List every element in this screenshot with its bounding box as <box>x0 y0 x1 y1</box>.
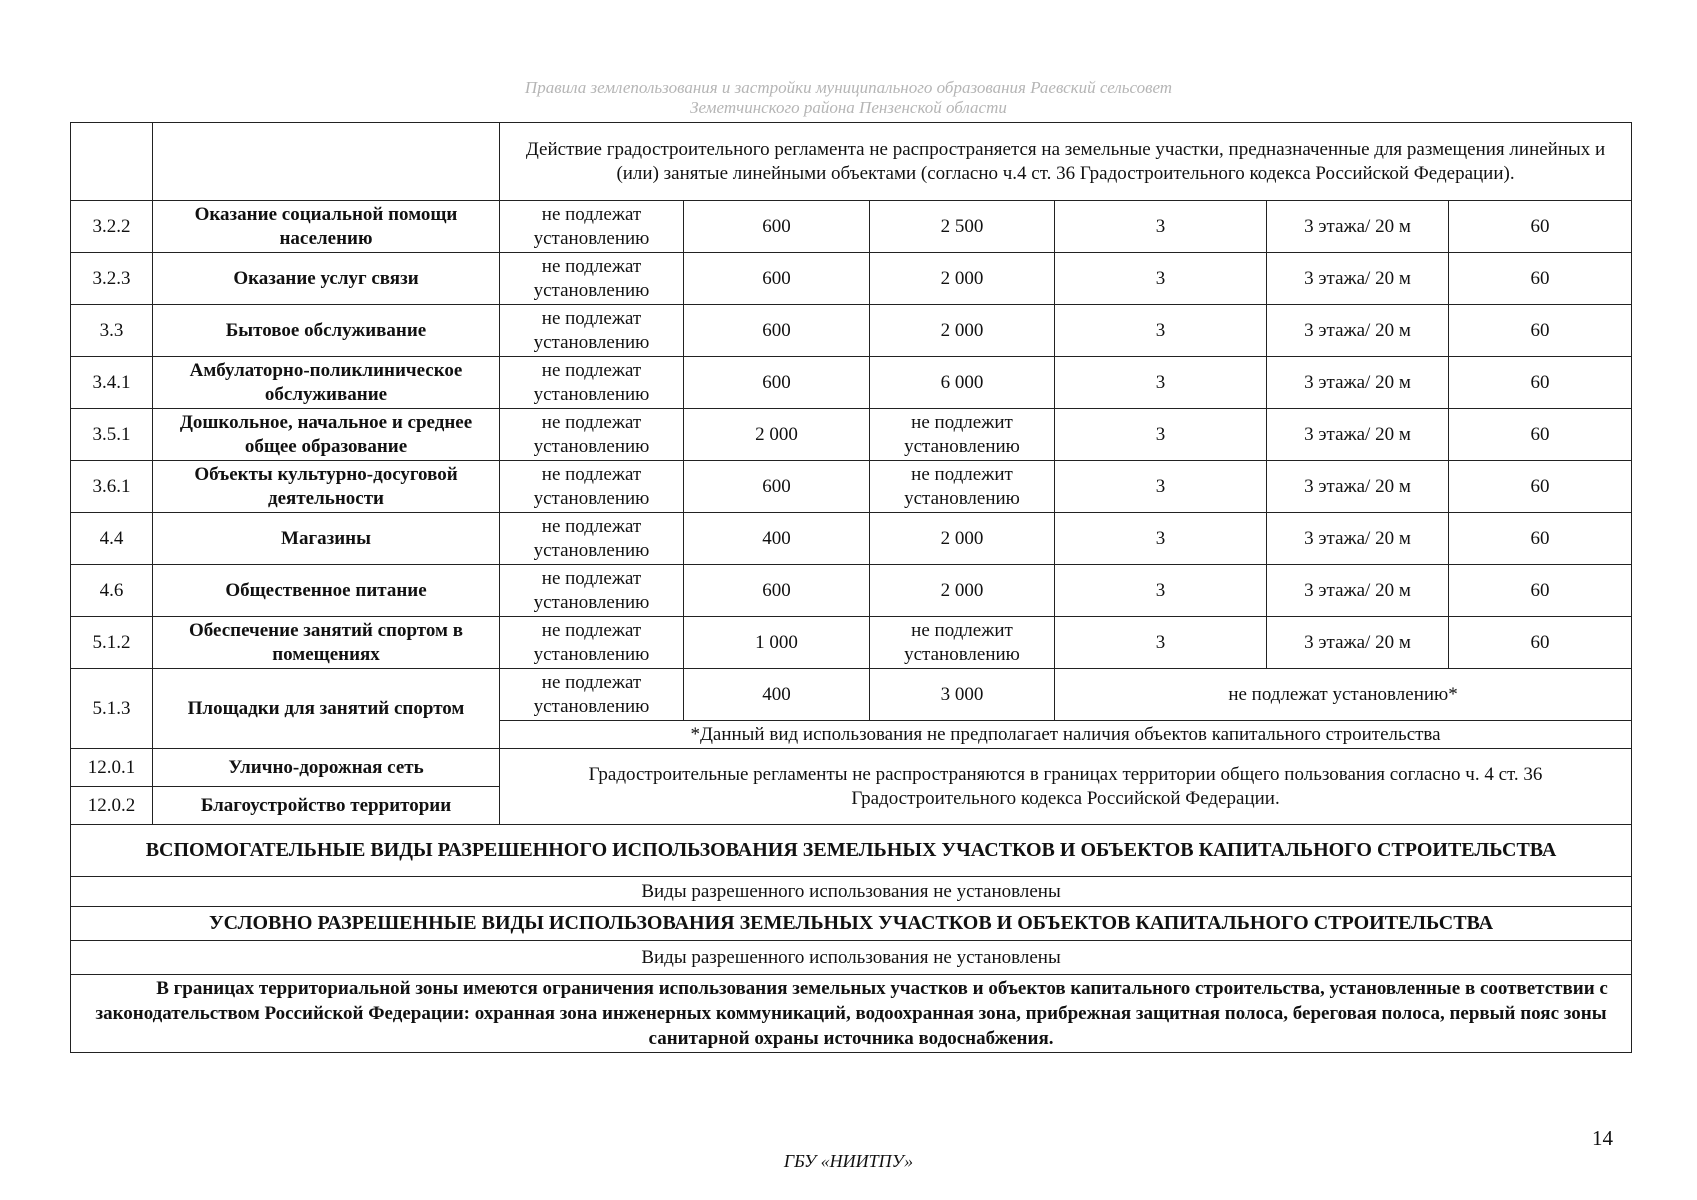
row-c5: 3 этажа/ 20 м <box>1267 409 1449 461</box>
row-c3: 2 000 <box>870 305 1055 357</box>
row-c1: не подлежат установлению <box>500 461 684 513</box>
row-code: 4.4 <box>71 513 153 565</box>
row-c5: 3 этажа/ 20 м <box>1267 201 1449 253</box>
row-c1: не подлежат установлению <box>500 513 684 565</box>
row-c1: не подлежат установлению <box>500 357 684 409</box>
table-row <box>71 461 1632 513</box>
row-code: 3.3 <box>71 305 153 357</box>
row-c4: 3 <box>1055 201 1267 253</box>
row-c2: 600 <box>684 253 870 305</box>
row-code: 3.6.1 <box>71 461 153 513</box>
row-code: 3.2.3 <box>71 253 153 305</box>
row-c5: 3 этажа/ 20 м <box>1267 357 1449 409</box>
table-row <box>71 409 1632 461</box>
row-c6: 60 <box>1449 513 1632 565</box>
row-c6: 60 <box>1449 409 1632 461</box>
row-name: Объекты культурно-досуговой деятельности <box>153 461 500 513</box>
page-number: 14 <box>1592 1126 1613 1150</box>
footer-organization: ГБУ «НИИТПУ» <box>783 1151 914 1171</box>
row-c5: 3 этажа/ 20 м <box>1267 565 1449 617</box>
empty-name-cell <box>153 123 500 201</box>
linear-objects-note: Действие градостроительного регламента не распространяется на земельные участки, предназначенные для размещения линейных и (или) занятые линейными объектами (согласно ч.4 ст. 36 Градостроительного кодекса Российской Федерации). <box>500 123 1632 201</box>
aux-section-heading-row <box>71 825 1632 877</box>
table-row <box>71 305 1632 357</box>
row-c6: 60 <box>1449 617 1632 669</box>
row-c2: 2 000 <box>684 409 870 461</box>
row-c3: не подлежит установлению <box>870 617 1055 669</box>
row-c6: 60 <box>1449 253 1632 305</box>
empty-code-cell <box>71 123 153 201</box>
row-name: Бытовое обслуживание <box>153 305 500 357</box>
zoning-regulations-table <box>70 122 1632 1053</box>
row-c6: 60 <box>1449 357 1632 409</box>
public-territory-note: Градостроительные регламенты не распространяются в границах территории общего пользования согласно ч. 4 ст. 36 Градостроительного кодекса Российской Федерации. <box>500 749 1632 825</box>
row-name: Оказание услуг связи <box>153 253 500 305</box>
row-c4: 3 <box>1055 357 1267 409</box>
row-c2: 600 <box>684 461 870 513</box>
row-c3: 2 000 <box>870 513 1055 565</box>
cond-section-heading-row <box>71 907 1632 941</box>
row-c5: 3 этажа/ 20 м <box>1267 461 1449 513</box>
row-c6: 60 <box>1449 201 1632 253</box>
cond-section-title: УСЛОВНО РАЗРЕШЕННЫЕ ВИДЫ ИСПОЛЬЗОВАНИЯ ЗЕМЕЛЬНЫХ УЧАСТКОВ И ОБЪЕКТОВ КАПИТАЛЬНОГО СТРОИТЕЛЬСТВА <box>71 907 1632 941</box>
row-c2: 400 <box>684 513 870 565</box>
table-row <box>71 617 1632 669</box>
row-name: Обеспечение занятий спортом в помещениях <box>153 617 500 669</box>
row-c1: не подлежат установлению <box>500 409 684 461</box>
row-code: 3.5.1 <box>71 409 153 461</box>
row-c1: не подлежат установлению <box>500 565 684 617</box>
row-c5: 3 этажа/ 20 м <box>1267 253 1449 305</box>
row-code: 3.2.2 <box>71 201 153 253</box>
row-name: Магазины <box>153 513 500 565</box>
cond-section-text: Виды разрешенного использования не установлены <box>71 941 1632 975</box>
row-c4: 3 <box>1055 513 1267 565</box>
row-c4: 3 <box>1055 461 1267 513</box>
row-code: 3.4.1 <box>71 357 153 409</box>
row-c3: 2 000 <box>870 253 1055 305</box>
row-c4: 3 <box>1055 409 1267 461</box>
row-code: 12.0.1 <box>71 749 153 787</box>
aux-section-text: Виды разрешенного использования не установлены <box>71 877 1632 907</box>
row-c2: 1 000 <box>684 617 870 669</box>
aux-section-text-row <box>71 877 1632 907</box>
row-c6: 60 <box>1449 461 1632 513</box>
row-c3: 6 000 <box>870 357 1055 409</box>
row-name: Площадки для занятий спортом <box>153 669 500 749</box>
table-row <box>71 201 1632 253</box>
cond-section-text-row <box>71 941 1632 975</box>
table-row <box>71 357 1632 409</box>
row-code: 5.1.3 <box>71 669 153 749</box>
row-c1: не подлежат установлению <box>500 617 684 669</box>
row-c1: не подлежат установлению <box>500 253 684 305</box>
restriction-row <box>71 975 1632 1053</box>
table-row <box>71 565 1632 617</box>
row-c1: не подлежат установлению <box>500 669 684 721</box>
row-c2: 600 <box>684 357 870 409</box>
row-c3: не подлежит установлению <box>870 461 1055 513</box>
row-c3: 2 500 <box>870 201 1055 253</box>
row-c3: не подлежит установлению <box>870 409 1055 461</box>
row-c2: 400 <box>684 669 870 721</box>
top-note-row <box>71 123 1632 201</box>
row-c4: 3 <box>1055 617 1267 669</box>
sport-footnote: *Данный вид использования не предполагает наличия объектов капитального строительства <box>500 721 1632 749</box>
row-name: Дошкольное, начальное и среднее общее образование <box>153 409 500 461</box>
row-c5: 3 этажа/ 20 м <box>1267 617 1449 669</box>
table-row <box>71 513 1632 565</box>
row-name: Общественное питание <box>153 565 500 617</box>
row-c2: 600 <box>684 305 870 357</box>
running-header-line-2: Земетчинского района Пензенской области <box>690 98 1007 117</box>
row-code: 4.6 <box>71 565 153 617</box>
row-c2: 600 <box>684 565 870 617</box>
row-name: Благоустройство территории <box>153 787 500 825</box>
row-c1: не подлежат установлению <box>500 201 684 253</box>
row-c3: 2 000 <box>870 565 1055 617</box>
row-c4: 3 <box>1055 565 1267 617</box>
running-header-line-1: Правила землепользования и застройки муниципального образования Раевский сельсовет <box>524 78 1173 97</box>
row-name: Улично-дорожная сеть <box>153 749 500 787</box>
row-code: 5.1.2 <box>71 617 153 669</box>
running-header <box>0 78 1697 118</box>
row-c5: 3 этажа/ 20 м <box>1267 305 1449 357</box>
row-c3: 3 000 <box>870 669 1055 721</box>
row-c4: 3 <box>1055 253 1267 305</box>
row-c4: 3 <box>1055 305 1267 357</box>
row-c5: 3 этажа/ 20 м <box>1267 513 1449 565</box>
row-c2: 600 <box>684 201 870 253</box>
row-name: Амбулаторно-поликлиническое обслуживание <box>153 357 500 409</box>
restriction-text: В границах территориальной зоны имеются ограничения использования земельных участков и объектов капитального строительства, установленные в соответствии с законодательством Российской Федерации: охранная зона инженерных коммуникаций, водоохранная зона, прибрежная защитная полоса, береговая полоса, первый пояс зоны санитарной охраны источника водоснабжения. <box>71 975 1632 1053</box>
row-name: Оказание социальной помощи населению <box>153 201 500 253</box>
table-row <box>71 749 1632 787</box>
row-merged-value: не подлежат установлению* <box>1055 669 1632 721</box>
row-c6: 60 <box>1449 565 1632 617</box>
table-row <box>71 253 1632 305</box>
row-code: 12.0.2 <box>71 787 153 825</box>
aux-section-title: ВСПОМОГАТЕЛЬНЫЕ ВИДЫ РАЗРЕШЕННОГО ИСПОЛЬЗОВАНИЯ ЗЕМЕЛЬНЫХ УЧАСТКОВ И ОБЪЕКТОВ КАПИТАЛЬНОГО СТРОИТЕЛЬСТВА <box>71 825 1632 877</box>
row-c6: 60 <box>1449 305 1632 357</box>
row-c1: не подлежат установлению <box>500 305 684 357</box>
sport-grounds-row <box>71 669 1632 721</box>
